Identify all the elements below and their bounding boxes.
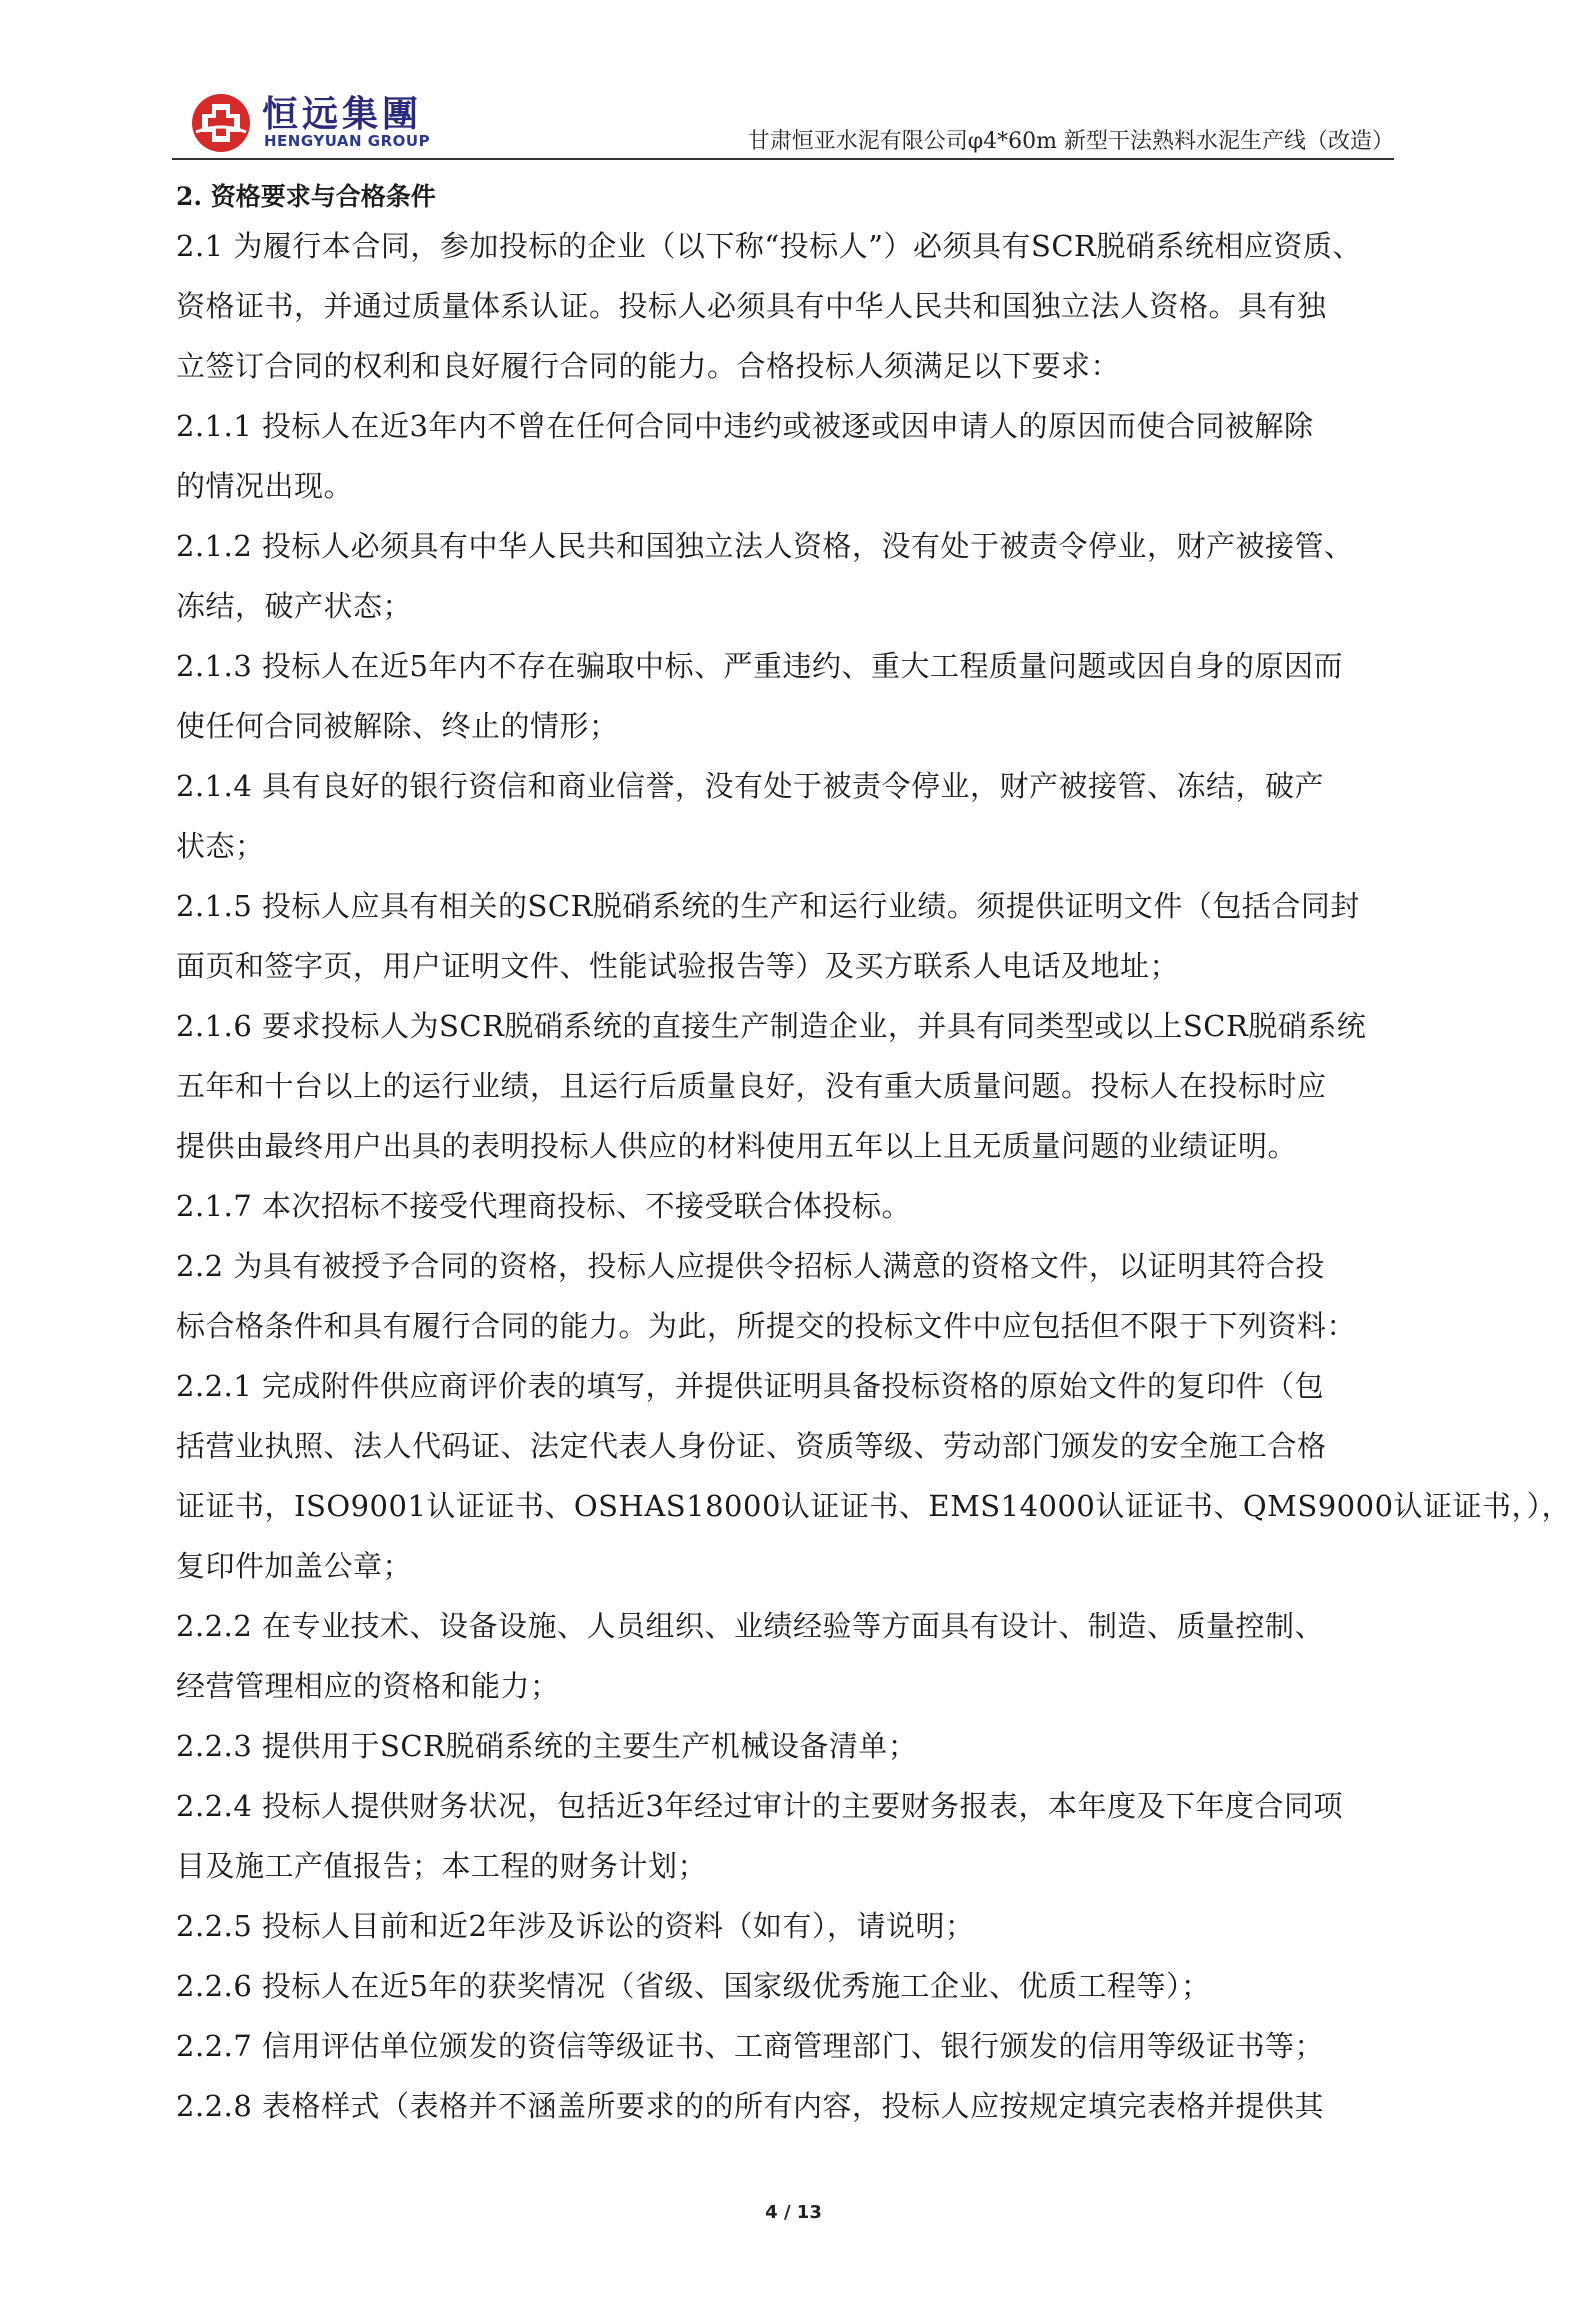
text-line: 2.1.4 具有良好的银行资信和商业信誉，没有处于被责令停业，财产被接管、冻结，破产 xyxy=(176,769,1325,803)
text-line: 括营业执照、法人代码证、法定代表人身份证、资质等级、劳动部门颁发的安全施工合格 xyxy=(176,1429,1327,1463)
text-line: 2.2.1 完成附件供应商评价表的填写，并提供证明具备投标资格的原始文件的复印件（包 xyxy=(176,1369,1325,1403)
text-line: 2.2.2 在专业技术、设备设施、人员组织、业绩经验等方面具有设计、制造、质量控制、 xyxy=(176,1609,1325,1643)
section-heading: 2. 资格要求与合格条件 xyxy=(176,182,436,211)
text-line: 使任何合同被解除、终止的情形； xyxy=(176,709,619,743)
text-line: 面页和签字页，用户证明文件、性能试验报告等）及买方联系人电话及地址； xyxy=(176,949,1180,983)
body-text xyxy=(176,216,1572,2136)
text-line: 2.2 为具有被授予合同的资格，投标人应提供令招标人满意的资格文件，以证明其符合投 xyxy=(176,1249,1325,1283)
text-line: 2.1.3 投标人在近5年内不存在骗取中标、严重违约、重大工程质量问题或因自身的原因而 xyxy=(176,649,1343,683)
logo-cross-icon xyxy=(190,92,252,154)
text-line: 2.2.5 投标人目前和近2年涉及诉讼的资料（如有），请说明； xyxy=(176,1909,975,1943)
logo-chinese-name: 恒远集團 xyxy=(262,94,423,135)
text-line: 2.1.7 本次招标不接受代理商投标、不接受联合体投标。 xyxy=(176,1189,912,1223)
page-header xyxy=(172,78,1394,160)
text-line: 立签订合同的权利和良好履行合同的能力。合格投标人须满足以下要求： xyxy=(176,349,1121,383)
text-line: 冻结，破产状态； xyxy=(176,589,413,623)
text-line: 提供由最终用户出具的表明投标人供应的材料使用五年以上且无质量问题的业绩证明。 xyxy=(176,1129,1298,1163)
text-line: 状态； xyxy=(176,829,265,863)
document-title: 甘肃恒亚水泥有限公司φ4*60m 新型干法熟料水泥生产线（改造） xyxy=(747,129,1394,154)
text-line: 经营管理相应的资格和能力； xyxy=(176,1669,560,1703)
text-line: 目及施工产值报告；本工程的财务计划； xyxy=(176,1849,708,1883)
text-line: 2.2.6 投标人在近5年的获奖情况（省级、国家级优秀施工企业、优质工程等）； xyxy=(176,1969,1211,2003)
logo-english-name: HENGYUAN GROUP xyxy=(264,132,431,150)
text-line: 的情况出现。 xyxy=(176,469,354,503)
text-line: 标合格条件和具有履行合同的能力。为此，所提交的投标文件中应包括但不限于下列资料： xyxy=(176,1309,1357,1343)
text-line: 五年和十台以上的运行业绩，且运行后质量良好，没有重大质量问题。投标人在投标时应 xyxy=(176,1069,1327,1103)
text-line: 证证书，ISO9001认证证书、OSHAS18000认证证书、EMS14000认证证书、QMS9000认证证书，）， xyxy=(176,1489,1572,1523)
text-line: 2.2.7 信用评估单位颁发的资信等级证书、工商管理部门、银行颁发的信用等级证书等； xyxy=(176,2029,1325,2063)
text-line: 2.1 为履行本合同，参加投标的企业（以下称“投标人”）必须具有SCR脱硝系统相应资质、 xyxy=(176,229,1362,263)
header-divider xyxy=(172,158,1394,160)
text-line: 复印件加盖公章； xyxy=(176,1549,413,1583)
company-logo xyxy=(190,84,460,156)
text-line: 2.1.6 要求投标人为SCR脱硝系统的直接生产制造企业，并具有同类型或以上SCR脱硝系统 xyxy=(176,1009,1367,1043)
text-line: 2.1.1 投标人在近3年内不曾在任何合同中违约或被逐或因申请人的原因而使合同被解除 xyxy=(176,409,1314,443)
document-body xyxy=(176,178,1572,2136)
text-line: 2.2.4 投标人提供财务状况，包括近3年经过审计的主要财务报表，本年度及下年度合同项 xyxy=(176,1789,1343,1823)
text-line: 2.2.3 提供用于SCR脱硝系统的主要生产机械设备清单； xyxy=(176,1729,918,1763)
text-line: 2.1.2 投标人必须具有中华人民共和国独立法人资格，没有处于被责令停业，财产被接管、 xyxy=(176,529,1354,563)
page-number: 4 / 13 xyxy=(765,2202,822,2223)
text-line: 2.2.8 表格样式（表格并不涵盖所要求的的所有内容，投标人应按规定填完表格并提供其 xyxy=(176,2089,1325,2123)
text-line: 资格证书，并通过质量体系认证。投标人必须具有中华人民共和国独立法人资格。具有独 xyxy=(176,289,1327,323)
text-line: 2.1.5 投标人应具有相关的SCR脱硝系统的生产和运行业绩。须提供证明文件（包括合同封 xyxy=(176,889,1360,923)
